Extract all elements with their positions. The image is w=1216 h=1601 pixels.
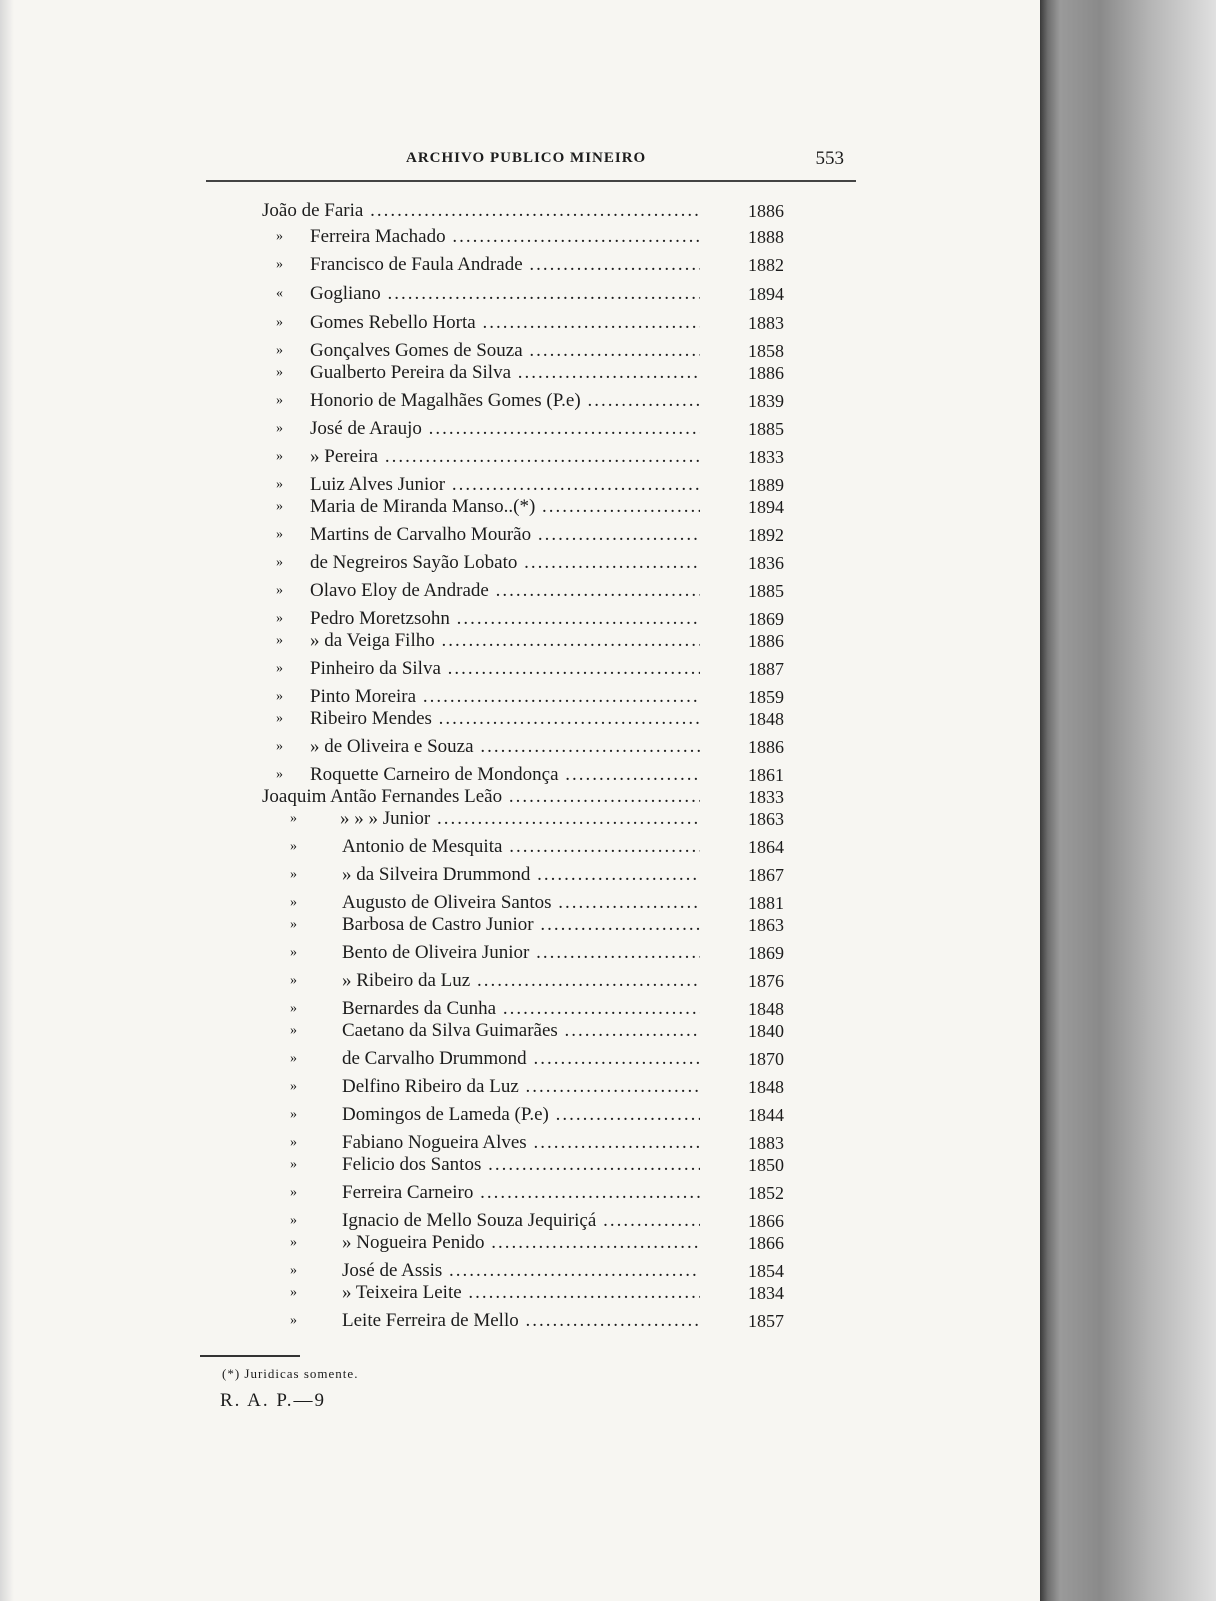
ditto-mark: » xyxy=(290,1079,297,1094)
ditto-mark: » xyxy=(290,945,297,960)
entry-name: Delfino Ribeiro da Luz ..... xyxy=(342,1076,700,1098)
list-item xyxy=(0,836,1040,858)
entry-year: 1850 xyxy=(748,1155,784,1175)
entry-name: » Teixeira Leite ..... xyxy=(342,1282,700,1304)
entry-name: Gogliano ..... xyxy=(310,283,700,305)
ditto-mark: » xyxy=(290,973,297,988)
list-item xyxy=(0,1020,1040,1042)
header-title: ARCHIVO PUBLICO MINEIRO xyxy=(406,150,647,166)
list-item xyxy=(0,658,1040,680)
entry-name: » Ribeiro da Luz ..... xyxy=(342,970,700,992)
entry-name: Barbosa de Castro Junior ..... xyxy=(342,914,700,936)
entry-name: Antonio de Mesquita ..... xyxy=(342,836,700,858)
list-item xyxy=(0,1310,1040,1332)
list-item xyxy=(0,390,1040,412)
entry-name: » Nogueira Penido ..... xyxy=(342,1232,700,1254)
list-item xyxy=(0,1154,1040,1176)
list-item xyxy=(0,1076,1040,1098)
ditto-mark: » xyxy=(290,895,297,910)
list-item xyxy=(0,226,1040,248)
signature-mark: R. A. P.—9 xyxy=(220,1390,327,1411)
running-header xyxy=(206,148,856,182)
book-spine xyxy=(1040,0,1216,1601)
ditto-mark: » xyxy=(276,661,283,676)
entry-year: 1844 xyxy=(748,1105,784,1125)
list-item xyxy=(0,708,1040,730)
entry-year: 1876 xyxy=(748,971,784,991)
ditto-mark: » xyxy=(290,811,297,826)
ditto-mark: » xyxy=(290,917,297,932)
ditto-mark: » xyxy=(290,1235,297,1250)
ditto-mark: » xyxy=(290,1051,297,1066)
list-item xyxy=(0,1282,1040,1304)
entry-year: 1863 xyxy=(748,809,784,829)
list-item xyxy=(0,254,1040,276)
list-item xyxy=(0,1182,1040,1204)
entry-name: Martins de Carvalho Mourão ..... xyxy=(310,524,700,546)
list-item xyxy=(0,524,1040,546)
entry-year: 1857 xyxy=(748,1311,784,1331)
entry-name: Ignacio de Mello Souza Jequiriçá ..... xyxy=(342,1210,700,1232)
entry-year: 1886 xyxy=(748,201,784,221)
ditto-mark: » xyxy=(276,499,283,514)
entry-year: 1894 xyxy=(748,497,784,517)
list-item xyxy=(0,808,1040,830)
entry-year: 1885 xyxy=(748,419,784,439)
entry-name: Pinheiro da Silva ..... xyxy=(310,658,700,680)
entry-name: Gonçalves Gomes de Souza ..... xyxy=(310,340,700,362)
ditto-mark: » xyxy=(276,555,283,570)
list-item xyxy=(0,914,1040,936)
entry-name: Ferreira Carneiro ..... xyxy=(342,1182,700,1204)
list-item xyxy=(0,580,1040,602)
entry-year: 1885 xyxy=(748,581,784,601)
list-item xyxy=(0,283,1040,305)
entry-year: 1886 xyxy=(748,631,784,651)
ditto-mark: » xyxy=(276,393,283,408)
entry-name: Ribeiro Mendes ..... xyxy=(310,708,700,730)
list-item xyxy=(0,1210,1040,1232)
ditto-mark: « xyxy=(276,286,283,301)
entry-name: Bernardes da Cunha ..... xyxy=(342,998,700,1020)
list-item xyxy=(0,474,1040,496)
entry-name: Luiz Alves Junior ..... xyxy=(310,474,700,496)
list-item xyxy=(0,552,1040,574)
ditto-mark: » xyxy=(276,689,283,704)
page-number: 553 xyxy=(815,148,844,169)
list-item xyxy=(0,892,1040,914)
ditto-mark: » xyxy=(276,583,283,598)
entry-name: Honorio de Magalhães Gomes (P.e) ..... xyxy=(310,390,700,412)
entry-year: 1852 xyxy=(748,1183,784,1203)
list-item xyxy=(0,736,1040,758)
list-item xyxy=(0,418,1040,440)
list-item xyxy=(0,686,1040,708)
entry-year: 1866 xyxy=(748,1233,784,1253)
entry-year: 1881 xyxy=(748,893,784,913)
entry-name: » Pereira ..... xyxy=(310,446,700,468)
entry-name: Domingos de Lameda (P.e) ..... xyxy=(342,1104,700,1126)
list-item xyxy=(0,1260,1040,1282)
entry-name: de Carvalho Drummond ..... xyxy=(342,1048,700,1070)
ditto-mark: » xyxy=(290,867,297,882)
list-item xyxy=(0,446,1040,468)
ditto-mark: » xyxy=(290,1285,297,1300)
list-item xyxy=(0,786,1040,808)
ditto-mark: » xyxy=(290,1313,297,1328)
entry-year: 1892 xyxy=(748,525,784,545)
entry-year: 1848 xyxy=(748,999,784,1019)
ditto-mark: » xyxy=(276,229,283,244)
list-item xyxy=(0,1104,1040,1126)
entry-year: 1859 xyxy=(748,687,784,707)
ditto-mark: » xyxy=(290,1213,297,1228)
entry-year: 1864 xyxy=(748,837,784,857)
list-item xyxy=(0,362,1040,384)
entry-name: João de Faria ..... xyxy=(262,200,700,222)
ditto-mark: » xyxy=(276,711,283,726)
entry-year: 1869 xyxy=(748,609,784,629)
entry-year: 1867 xyxy=(748,865,784,885)
entry-name: José de Araujo ..... xyxy=(310,418,700,440)
entry-year: 1889 xyxy=(748,475,784,495)
entry-name: Caetano da Silva Guimarães ..... xyxy=(342,1020,700,1042)
entry-year: 1836 xyxy=(748,553,784,573)
list-item xyxy=(0,1232,1040,1254)
entry-name: Augusto de Oliveira Santos ..... xyxy=(342,892,700,914)
ditto-mark: » xyxy=(276,449,283,464)
list-item xyxy=(0,200,1040,222)
entry-year: 1863 xyxy=(748,915,784,935)
list-item xyxy=(0,1048,1040,1070)
ditto-mark: » xyxy=(276,343,283,358)
entry-name: Pedro Moretzsohn ..... xyxy=(310,608,700,630)
entry-year: 1887 xyxy=(748,659,784,679)
entry-year: 1870 xyxy=(748,1049,784,1069)
ditto-mark: » xyxy=(276,739,283,754)
entry-year: 1866 xyxy=(748,1211,784,1231)
entry-name: Felicio dos Santos ..... xyxy=(342,1154,700,1176)
entry-year: 1883 xyxy=(748,313,784,333)
ditto-mark: » xyxy=(290,1263,297,1278)
entry-name: Fabiano Nogueira Alves ..... xyxy=(342,1132,700,1154)
ditto-mark: » xyxy=(276,315,283,330)
entry-name: Leite Ferreira de Mello ..... xyxy=(342,1310,700,1332)
entry-year: 1854 xyxy=(748,1261,784,1281)
list-item xyxy=(0,608,1040,630)
entry-year: 1883 xyxy=(748,1133,784,1153)
entry-year: 1888 xyxy=(748,227,784,247)
list-item xyxy=(0,970,1040,992)
ditto-mark: » xyxy=(290,1001,297,1016)
entry-name: Gualberto Pereira da Silva ..... xyxy=(310,362,700,384)
entry-year: 1848 xyxy=(748,709,784,729)
list-item xyxy=(0,496,1040,518)
entry-name: José de Assis ..... xyxy=(342,1260,700,1282)
ditto-mark: » xyxy=(276,421,283,436)
entry-name: Francisco de Faula Andrade ..... xyxy=(310,254,700,276)
footnote: (*) Juridicas somente. xyxy=(222,1366,359,1381)
entry-name: Bento de Oliveira Junior ..... xyxy=(342,942,700,964)
list-item xyxy=(0,312,1040,334)
list-item xyxy=(0,1132,1040,1154)
list-item xyxy=(0,864,1040,886)
ditto-mark: » xyxy=(276,527,283,542)
ditto-mark: » xyxy=(290,839,297,854)
entry-name: » » » Junior ..... xyxy=(340,808,700,830)
ditto-mark: » xyxy=(290,1135,297,1150)
entry-year: 1894 xyxy=(748,284,784,304)
entry-year: 1840 xyxy=(748,1021,784,1041)
ditto-mark: » xyxy=(276,611,283,626)
entry-name: Ferreira Machado ..... xyxy=(310,226,700,248)
entry-year: 1834 xyxy=(748,1283,784,1303)
entry-name: » da Silveira Drummond ..... xyxy=(342,864,700,886)
ditto-mark: » xyxy=(290,1107,297,1122)
ditto-mark: » xyxy=(276,767,283,782)
ditto-mark: » xyxy=(290,1157,297,1172)
ditto-mark: » xyxy=(276,257,283,272)
entry-year: 1858 xyxy=(748,341,784,361)
list-item xyxy=(0,998,1040,1020)
ditto-mark: » xyxy=(276,633,283,648)
entry-name: de Negreiros Sayão Lobato ..... xyxy=(310,552,700,574)
entry-name: Joaquim Antão Fernandes Leão ..... xyxy=(262,786,700,808)
ditto-mark: » xyxy=(290,1185,297,1200)
entry-year: 1833 xyxy=(748,447,784,467)
ditto-mark: » xyxy=(276,365,283,380)
entry-year: 1833 xyxy=(748,787,784,807)
entry-year: 1839 xyxy=(748,391,784,411)
entry-year: 1882 xyxy=(748,255,784,275)
entry-year: 1848 xyxy=(748,1077,784,1097)
list-item xyxy=(0,942,1040,964)
entry-year: 1869 xyxy=(748,943,784,963)
entry-name: Olavo Eloy de Andrade ..... xyxy=(310,580,700,602)
entry-name: Gomes Rebello Horta ..... xyxy=(310,312,700,334)
footnote-rule xyxy=(200,1355,300,1357)
ditto-mark: » xyxy=(290,1023,297,1038)
list-item xyxy=(0,764,1040,786)
entry-year: 1861 xyxy=(748,765,784,785)
entry-name: Maria de Miranda Manso..(*) ..... xyxy=(310,496,700,518)
entry-name: » da Veiga Filho ..... xyxy=(310,630,700,652)
entry-name: Roquette Carneiro de Mondonça ..... xyxy=(310,764,700,786)
list-item xyxy=(0,630,1040,652)
ditto-mark: » xyxy=(276,477,283,492)
entry-name: Pinto Moreira ..... xyxy=(310,686,700,708)
entry-name: » de Oliveira e Souza ..... xyxy=(310,736,700,758)
list-item xyxy=(0,340,1040,362)
entry-year: 1886 xyxy=(748,737,784,757)
entry-year: 1886 xyxy=(748,363,784,383)
